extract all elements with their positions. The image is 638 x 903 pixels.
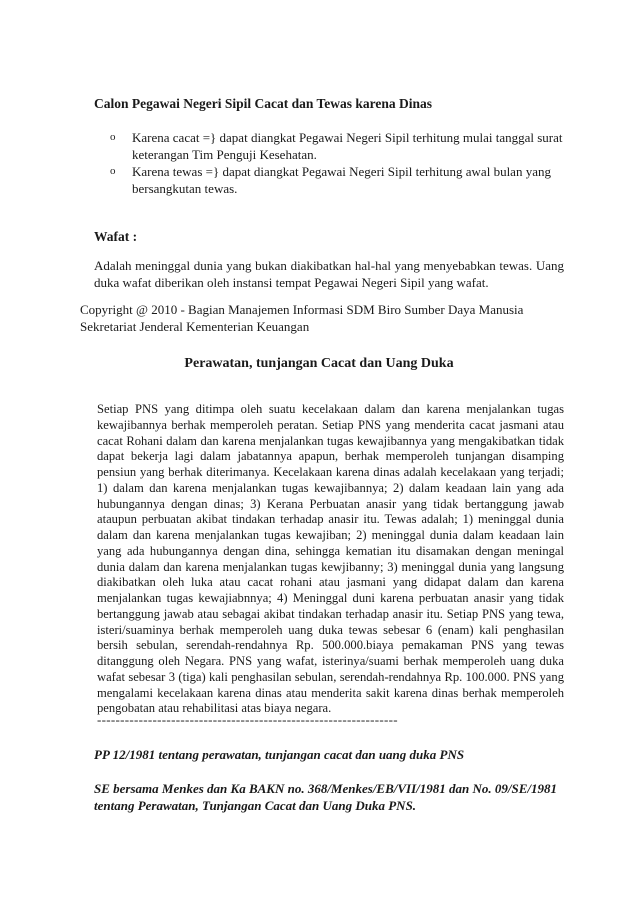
section-title-perawatan: Perawatan, tunjangan Cacat dan Uang Duka — [184, 356, 454, 371]
bullet-marker: o — [110, 165, 116, 177]
bullet-text: Karena cacat =} dapat diangkat Pegawai Negeri Sipil terhitung mulai tanggal surat keterangan Tim Penguji Kesehatan. — [132, 130, 563, 162]
list-item — [110, 163, 570, 197]
section-heading-cpns: Calon Pegawai Negeri Sipil Cacat dan Tewas karena Dinas — [94, 96, 433, 111]
copyright-line-1: Copyright @ 2010 - Bagian Manajemen Informasi SDM Biro Sumber Daya Manusia — [80, 302, 524, 317]
bullet-marker: o — [110, 131, 116, 143]
bullet-text: Karena tewas =} dapat diangkat Pegawai Negeri Sipil terhitung awal bulan yang bersangkutan tewas. — [132, 164, 551, 196]
reference-pp: PP 12/1981 tentang perawatan, tunjangan cacat dan uang duka PNS — [94, 747, 465, 762]
copyright-line-2: Sekretariat Jenderal Kementerian Keuangan — [80, 319, 310, 334]
separator-line: ----------------------------------------------------------------- — [97, 712, 398, 727]
wafat-paragraph: Adalah meninggal dunia yang bukan diakibatkan hal-hal yang menyebabkan tewas. Uang duka wafat diberikan oleh instansi tempat Pegawai Negeri Sipil yang wafat. — [94, 258, 564, 290]
reference-se: SE bersama Menkes dan Ka BAKN no. 368/Menkes/EB/VII/1981 dan No. 09/SE/1981 tentang Perawatan, Tunjangan Cacat dan Uang Duka PNS. — [94, 781, 558, 813]
list-item — [110, 129, 570, 163]
bullet-list — [110, 129, 570, 197]
wafat-heading: Wafat : — [94, 229, 138, 244]
main-paragraph: Setiap PNS yang ditimpa oleh suatu kecelakaan dalam dan karena menjalankan tugas kewajibannya berhak memperoleh peratan. Setiap PNS yang menderita cacat jasmani atau cacat Rohani dalam dan karena menjalankan tugas kewajibannya yang mengakibatkan tidak dapat bekerja lagi dalam jabatannya apapun, berhak memperoleh tunjangan disamping pensiun yang berhak diterimanya. Kecelakaan karena dinas adalah kecelakaan yang terjadi; 1) dalam dan karena menjalankan tugas kewajibannya; 2) dalam keadaan lain yang ada hubungannya dengan dinas; 3) Kerana Perbuatan anasir yang tidak bertanggung jawab ataupun perbuatan akibat tindakan terhadap anasir itu. Tewas adalah; 1) meninggal dunia dalam dan karena menjalankan tugas kewajiban; 2) meninggal dunia dalam keadaan lain yang ada hubungannya dengan dina, sehingga kematian itu disamakan dengan meningal dunia dalam dan karena menjalankan tugas kewjibanny; 3) meninggal dunia yang langsung diakibatkan oleh luka atau cacat rohani atau jasmani yang didapat dalam dan karena menjalankan tugas kewajiabnnya; 4) Meninggal duni karena perbuatan anasir yang tidak bertanggung jawab atau sebagai akibat tindakan terhadap anasir itu. Setiap PNS yang tewa, isteri/suaminya berhak memperoleh uang duka tewas sebesar 6 (enam) kali penghasilan bersih sebulan, serendah-rendahnya Rp. 500.000.biaya pemakaman PNS yang tewas ditanggung oleh Negara. PNS yang wafat, isterinya/suami berhak memperoleh uang duka wafat sebesar 3 (tiga) kali penghasilan sebulan, serendah-rendahnya Rp. 100.000. PNS yang mengalami kecelakaan karena dinas atau menderita sakit karena dinas berhak memperoleh pengobatan atau rehabilitasi atas biaya negara. — [97, 402, 564, 716]
copyright-notice — [80, 301, 560, 335]
